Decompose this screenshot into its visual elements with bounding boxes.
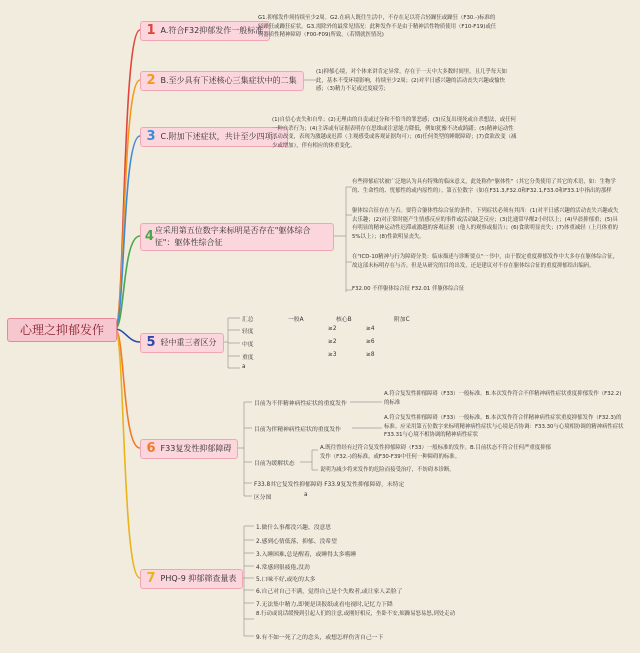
branch-label: 轻中重三者区分 [160,338,217,347]
branch-node-2[interactable] [140,71,304,91]
branch-label: C.附加下述症状，共计至少四项： [160,132,281,141]
f33-item-2[interactable]: 目前为伴精神病性症状的重度发作 [254,427,341,433]
branch-node-5[interactable] [140,333,224,353]
branch-number: 4 [144,229,154,244]
phq-item-1: 1.做什么事都没兴趣、没意思 [256,525,332,531]
branch-node-7[interactable] [140,569,243,589]
branch-label: PHQ-9 抑郁筛查量表 [160,574,237,583]
table-header-b: 核心B [336,317,352,323]
f33-item-5-tail: a [304,492,308,498]
branch-number: 7 [146,571,156,586]
f33-item-3-note-2: 说明为减少将来发作的危险而接受治疗，不妨碍本诊断。 [320,467,455,473]
branch-label: B.至少具有下述核心三集症状中的二集 [160,76,297,85]
row-severe-label: 重度 [242,355,254,361]
table-header-summary: 汇总 [242,317,254,323]
branch-4-note-4: F32.00 不伴躯体综合征 F32.01 伴躯体综合征 [352,286,465,292]
f33-item-1-note: A.符合复发性抑郁障碍（F33）一般标准。B.本次发作符合不伴精神病性症状重度抑郁发作（F32.2)的标准 [384,391,622,406]
branch-2-note: (1)抑郁心境，对个体来讲肯定异常，存在于一天中大多数时间里，且几乎每天如此，基本不受环境影响，持续至少2周；(2)对平日感兴趣的活动丧失兴趣或愉快感；（3)精力不足或过度疲劳； [316,69,507,93]
phq-item-6: 6.自己对自己不满，觉得自己是个失败者,或让家人丢脸了 [256,589,403,595]
branch-label: F33复发性抑郁障碍 [160,444,232,453]
row-moderate-label: 中度 [242,342,254,348]
phq-item-4: 4.常感到很疲倦,没劲 [256,565,310,571]
row-mild-label: 轻度 [242,329,254,335]
f33-item-4[interactable]: F33.8其它复发性抑郁障碍 F33.9复发性抑郁障碍，未特定 [254,482,405,488]
phq-item-2: 2.感到心情低落、抑郁、没希望 [256,539,337,545]
table-tail: a [242,364,246,370]
f33-item-5[interactable]: 区分图 [254,495,272,501]
phq-item-3: 3.入睡困难,总是醒着，或睡得太多嗜睡 [256,552,357,558]
branch-node-6[interactable] [140,439,238,459]
f33-item-2-note: A.符合复发性抑郁障碍（F33）一般标准。B.本次发作符合伴精神病性症状重度抑郁发作（F32.3)的标准。应采用第五位数字来标明精神病性症状与心境是否协调：F33.30与心境相协调的精神病性症状F33.31与心境不相协调的精神病性症状 [384,415,624,439]
branch-label: A.符合F32抑郁发作一般标准 [160,26,264,35]
branch-1-note: G1.抑郁发作须持续至少2周。G2.在病人既往生活中，不存在足以符合轻躁狂或躁狂（F30.-)标准的轻躁狂或躁狂症状。G3.需除外的最常见情况：此种发作不是由于精神活性物质使用（F10-F19)或任何器质性精神障碍（F00-F09)所致。（若期就医情况) [258,15,497,39]
branch-node-1[interactable] [140,21,270,41]
connector-1 [115,30,140,329]
row-severe-c: ≥8 [366,352,375,358]
row-moderate-b: ≥2 [328,339,337,345]
branch-number: 6 [146,441,156,456]
branch-3-note: (1)自信心丧失和自卑；(2)无理由的自责或过分和不恰当的罪恶感；(3)反复出现死或自杀想法，或任何一种自杀行为；(4)主诉或有证据表明存在思维或注意能力降低，例如犹豫不决或踌躇；(5)精神运动性活动改变，表现为激越或迟滞（主观感受或客观证据均可）；(6)任何类型的睡眠障碍；(7)食欲改变（减少或增加），伴有相应的体重变化。 [272,117,517,149]
row-severe-b: ≥3 [328,352,337,358]
branch-label: 应采用第五位数字来标明是否存在"躯体综合征"：躯体性综合征 [154,226,311,247]
branch-number: 5 [146,335,156,350]
f33-item-3-note-1: A.既往曾经有过符合复发性抑郁障碍（F33）一般标准的发作。B.目前状态不符合任何严重度抑郁发作（F32.-)的标准，或F30-F39中任何一种障碍的标准。 [320,445,551,460]
phq-item-9: 9.有不如一死了之的念头，或想怎样伤害自己一下 [256,635,384,641]
table-header-a: 一般A [288,317,304,323]
branch-4-note-3: 在"ICD-10精神与行为障碍分类：临床描述与诊断要点"一书中，由于假定重度抑郁发作中大多存在躯体综合征，故这部未标明存在与否。但是从研究的目的出发，还是建议对不存在躯体综合征的重度抑郁给出编码。 [352,254,618,269]
connector-7 [115,329,140,578]
row-mild-c: ≥4 [366,326,375,332]
branch-node-3[interactable] [140,127,288,147]
branch-number: 3 [146,129,156,144]
table-header-c: 附加C [394,317,410,323]
branch-number: 2 [146,73,156,88]
branch-4-note-1: 有些抑郁症状被广泛地认为具有特殊的临床意义，此处称作"躯体性"（其它分类使用了其它的术语，如：生物学的、生命性的、忧郁性的或内原性的）。第五位数字（如在F31.3,F32.0和F32.1,F33.0和F33.1中指出的那样 [352,179,616,194]
branch-4-note-2: 躯体综合征存在与否。要符合躯体性综合征的条件，下列症状必须有其四：(1)对平日感兴趣的活动丧失兴趣或失去乐趣；(2)对正常时能产生情感反应的事件或活动缺乏反应；(3)比通常早醒2小时以上；(4)早晨抑郁重；(5)具有明显的精神运动性迟滞或激越的客观证据（他人的观察或报告）；(6)食欲明显丧失；(7)体重减轻（上月体重的5%以上）；(8)性欲明显丧失。 [352,208,619,240]
root-node[interactable]: 心理之抑郁发作 [7,318,117,342]
branch-node-4[interactable] [140,223,334,251]
branch-number: 1 [146,23,156,38]
row-moderate-c: ≥6 [366,339,375,345]
phq-item-8: 8.行动或说话缓慢到引起人们的注意,或刚好相反，坐卧不安,烦躁易怒易怒,到处走动 [256,611,455,617]
f33-item-1[interactable]: 目前为不伴精神病性症状的重度发作 [254,401,347,407]
phq-item-7: 7.无法集中精力,即便是读报纸或看电视时,记忆力下降 [256,602,393,608]
phq-item-5: 5.口味不好,或吃的太多 [256,577,316,583]
f33-item-3[interactable]: 目前为缓解状态 [254,461,295,467]
row-mild-b: ≥2 [328,326,337,332]
